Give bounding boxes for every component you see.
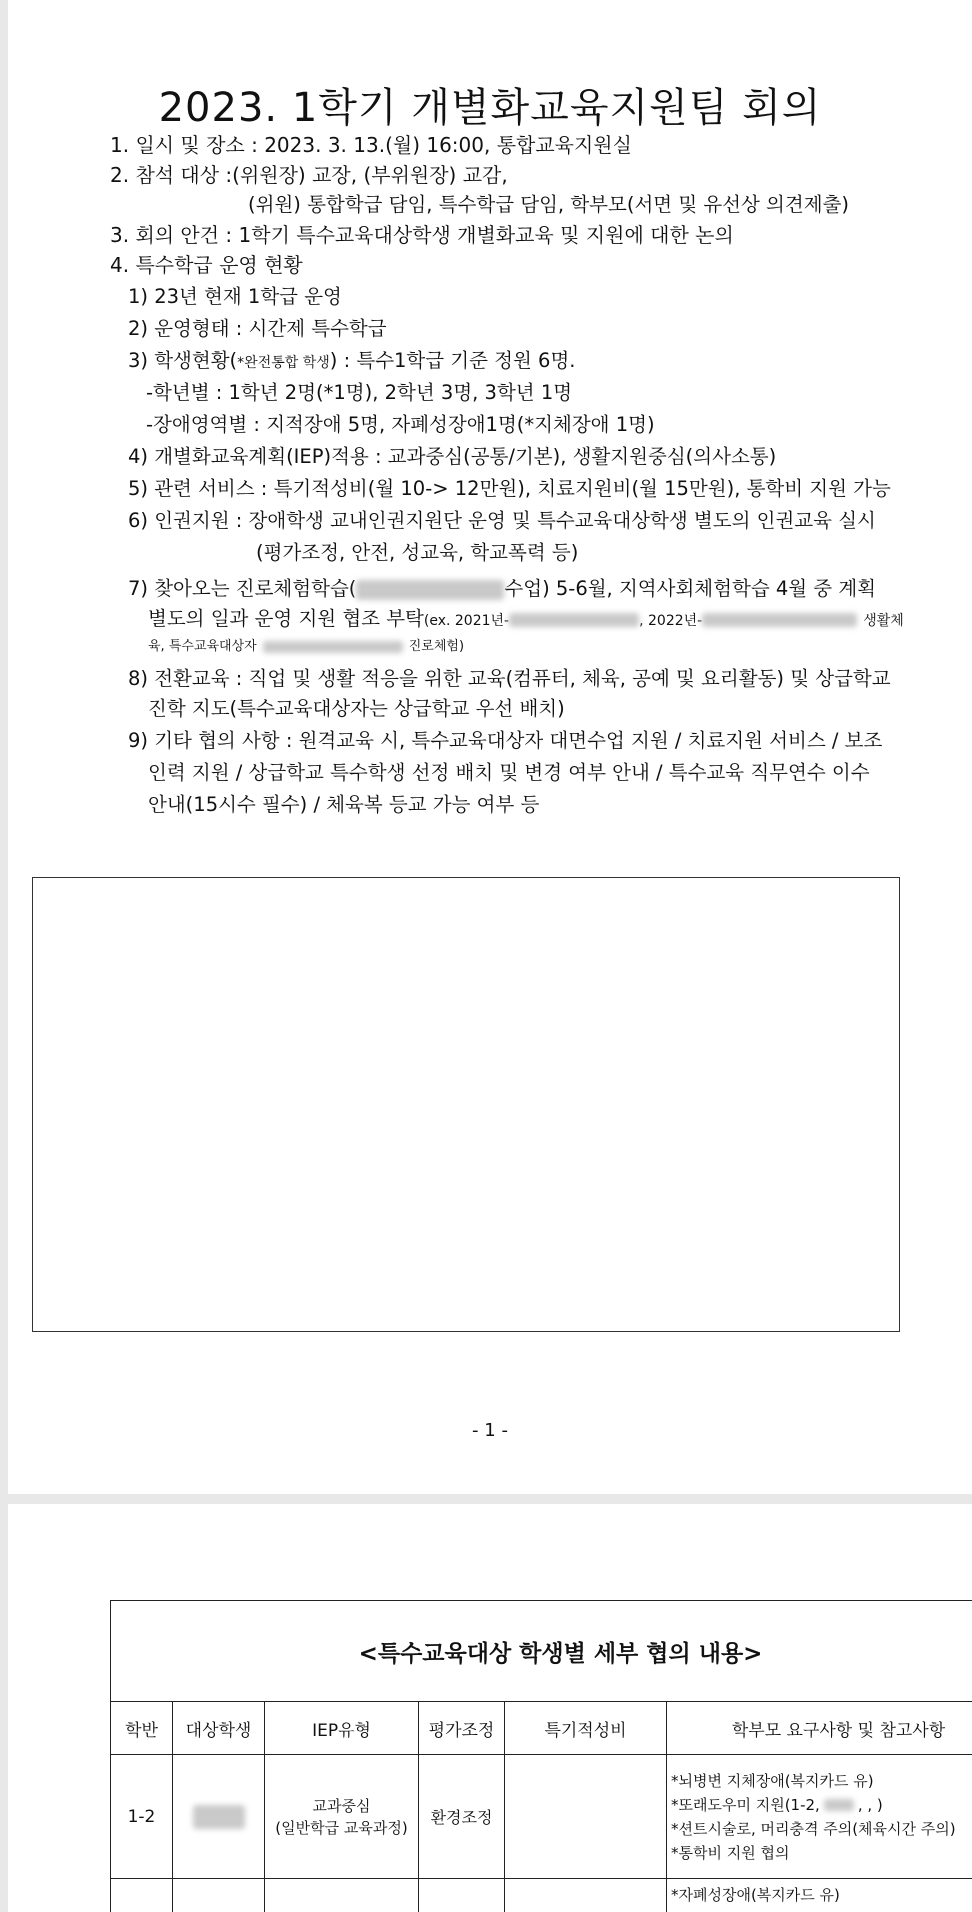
sub-item-7-line2: 별도의 일과 운영 지원 협조 부탁(ex. 2021년- , 2022년- 생활체 (148, 607, 904, 630)
redacted-text (824, 1799, 854, 1811)
table-row (111, 1879, 972, 1912)
redacted-text (263, 641, 403, 653)
sub-item-5: 5) 관련 서비스 : 특기적성비(월 10-> 12만원), 치료지원비(월 15만원), 통학비 지원 가능 (128, 477, 891, 500)
sub-item-3-grade: -학년별 : 1학년 2명(*1명), 2학년 3명, 3학년 1명 (146, 381, 573, 404)
sub-item-9-line3: 안내(15시수 필수) / 체육복 등교 가능 여부 등 (148, 793, 540, 816)
sub-item-8-line2: 진학 지도(특수교육대상자는 상급학교 우선 배치) (148, 697, 565, 720)
sub-item-9: 9) 기타 협의 사항 : 원격교육 시, 특수교육대상자 대면수업 지원 / 치료지원 서비스 / 보조 (128, 729, 883, 752)
sub-item-4: 4) 개별화교육계획(IEP)적용 : 교과중심(공통/기본), 생활지원중심(의사소통) (128, 445, 777, 468)
sub-item-9-line2: 인력 지원 / 상급학교 특수학생 선정 배치 및 변경 여부 안내 / 특수교육 직무연수 이수 (148, 761, 870, 784)
header-iep-type: IEP유형 (265, 1702, 419, 1755)
item-2: 2. 참석 대상 :(위원장) 교장, (부위원장) 교감, (110, 163, 508, 187)
cell-iep-type: 교과중심 (일반학급 교육과정) (265, 1755, 419, 1879)
item-4: 4. 특수학급 운영 현황 (110, 253, 303, 277)
header-student: 대상학생 (173, 1702, 265, 1755)
sub-item-7-line3: 육, 특수교육대상자 진로체험) (148, 639, 465, 654)
cell-aptitude-fee (505, 1755, 667, 1879)
item-2-members: (위원) 통합학급 담임, 특수학급 담임, 학부모(서면 및 유선상 의견제출) (248, 193, 850, 216)
cell-class: 1-2 (111, 1755, 173, 1879)
header-aptitude-fee: 특기적성비 (505, 1702, 667, 1755)
document-page-1 (8, 0, 972, 1494)
table-caption: <특수교육대상 학생별 세부 협의 내용> (111, 1601, 972, 1702)
document-page-2 (8, 1504, 972, 1912)
header-parent-notes: 학부모 요구사항 및 참고사항 (667, 1702, 972, 1755)
table-row (111, 1755, 972, 1879)
student-coop-table (110, 1600, 972, 1912)
sub-item-8: 8) 전환교육 : 직업 및 생활 적응을 위한 교육(컴퓨터, 체육, 공예 및 요리활동) 및 상급학교 (128, 667, 891, 690)
redacted-text (509, 613, 639, 627)
header-class: 학반 (111, 1702, 173, 1755)
inclusion-note: *완전통합 학생 (237, 355, 330, 371)
redacted-name (193, 1805, 245, 1829)
sub-item-1: 1) 23년 현재 1학급 운영 (128, 285, 342, 308)
sub-item-6: 6) 인권지원 : 장애학생 교내인권지원단 운영 및 특수교육대상학생 별도의 인권교육 실시 (128, 509, 876, 532)
cell-student (173, 1755, 265, 1879)
sub-item-3-disability: -장애영역별 : 지적장애 5명, 자폐성장애1명(*지체장애 1명) (146, 413, 655, 436)
empty-box (32, 877, 900, 1332)
sub-item-3: 3) 학생현황(*완전통합 학생) : 특수1학급 기준 정원 6명. (128, 349, 576, 372)
header-eval-adjust: 평가조정 (419, 1702, 505, 1755)
item-1: 1. 일시 및 장소 : 2023. 3. 13.(월) 16:00, 통합교육지원실 (110, 133, 632, 157)
redacted-text (356, 580, 504, 600)
cell-parent-notes: *뇌병변 지체장애(복지카드 유) *또래도우미 지원(1-2, , , ) *션트시술로, 머리충격 주의(체육시간 주의) *통학비 지원 협의 (667, 1755, 972, 1879)
cell-eval-adjust: 환경조정 (419, 1755, 505, 1879)
page-number: - 1 - (472, 1420, 508, 1441)
redacted-text (702, 613, 857, 627)
sub-item-6-detail: (평가조정, 안전, 성교육, 학교폭력 등) (256, 541, 579, 564)
sub-item-2: 2) 운영형태 : 시간제 특수학급 (128, 317, 387, 340)
document-title: 2023. 1학기 개별화교육지원팀 회의 (158, 85, 822, 131)
cell-parent-notes: *자폐성장애(복지카드 유) (667, 1879, 972, 1912)
item-3: 3. 회의 안건 : 1학기 특수교육대상학생 개별화교육 및 지원에 대한 논의 (110, 223, 734, 247)
sub-item-7: 7) 찾아오는 진로체험학습( 수업) 5-6월, 지역사회체험학습 4월 중 계획 (128, 577, 877, 600)
